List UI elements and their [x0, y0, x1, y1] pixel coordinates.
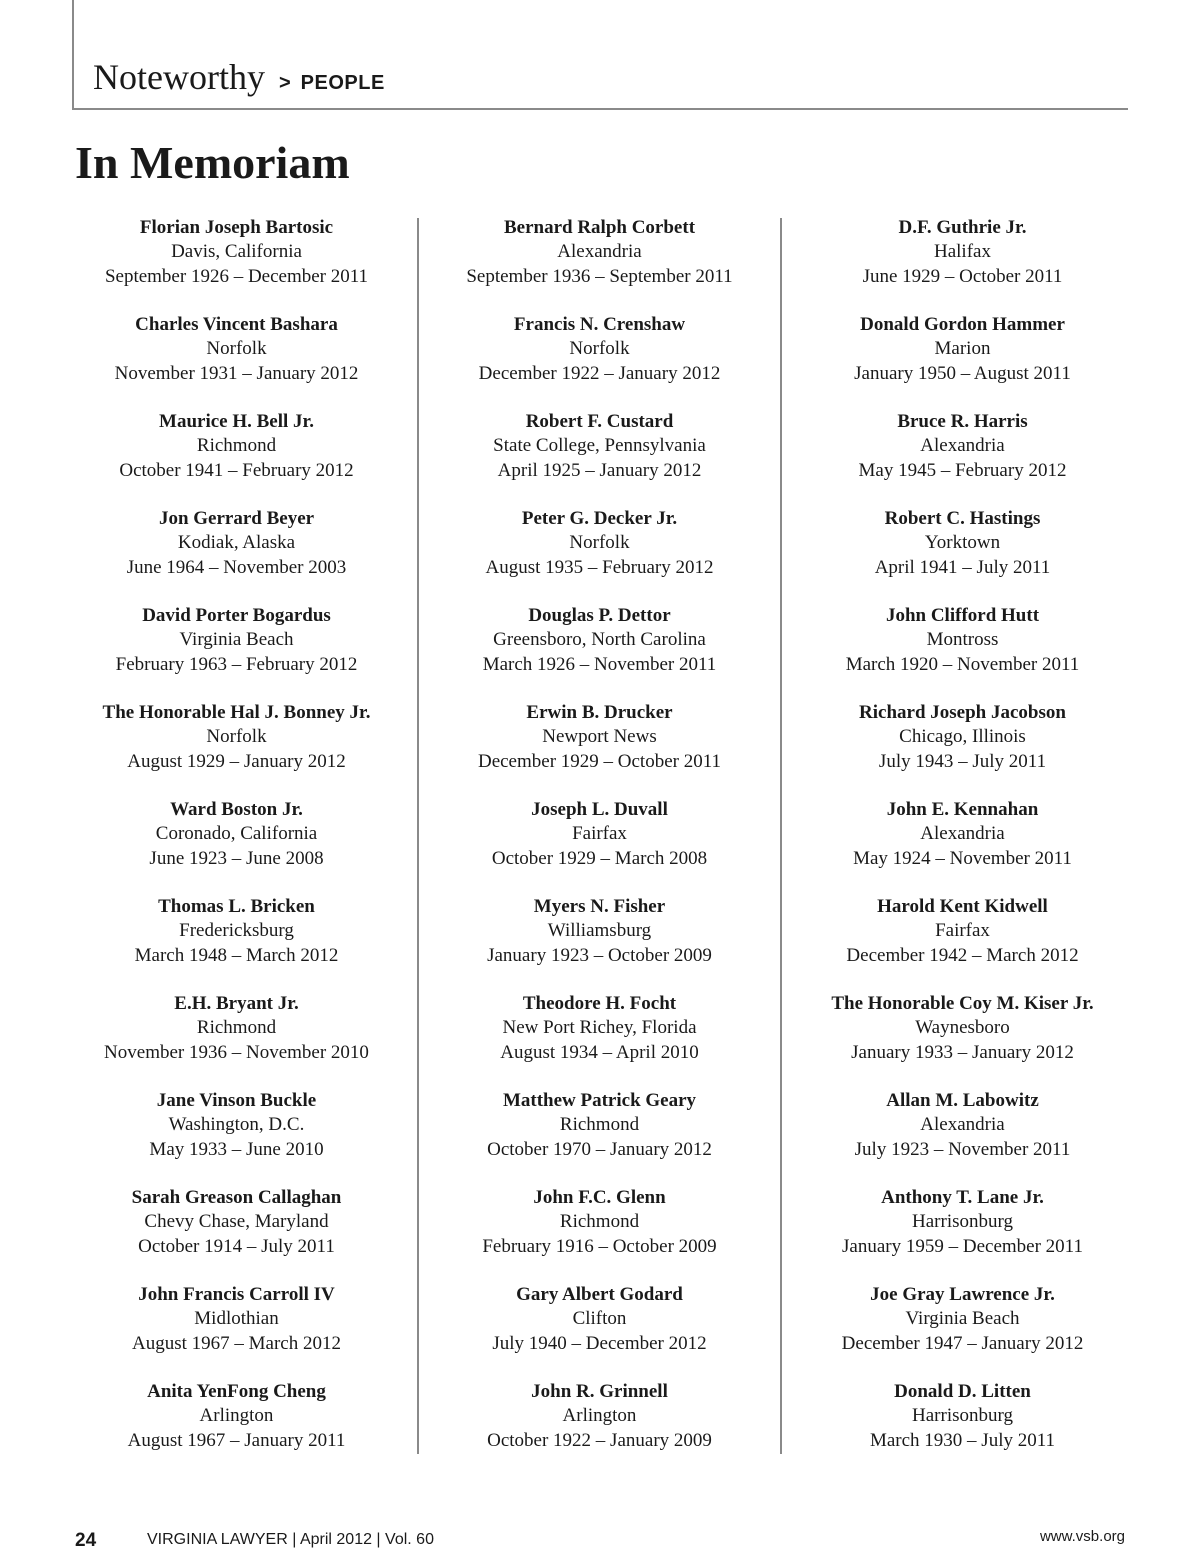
- person-dates: August 1935 – February 2012: [485, 556, 714, 578]
- memorial-entry: [55, 1283, 418, 1380]
- person-dates: April 1925 – January 2012: [497, 459, 702, 481]
- memorial-entry: [55, 992, 418, 1089]
- person-dates: March 1926 – November 2011: [482, 653, 717, 675]
- memorial-entry: [781, 992, 1144, 1089]
- website-link[interactable]: www.vsb.org: [1039, 1528, 1125, 1545]
- person-dates: October 1914 – July 2011: [138, 1235, 335, 1257]
- memorial-entry: [781, 216, 1144, 313]
- person-location: Richmond: [196, 1017, 277, 1039]
- person-name: Bernard Ralph Corbett: [503, 217, 696, 238]
- person-location: Greensboro, North Carolina: [493, 629, 706, 651]
- person-dates: January 1923 – October 2009: [487, 944, 712, 966]
- person-location: New Port Richey, Florida: [502, 1017, 697, 1039]
- person-name: Erwin B. Drucker: [526, 702, 673, 723]
- breadcrumb-separator: >: [278, 72, 291, 94]
- memoriam-column: [55, 216, 418, 1477]
- header-horizontal-rule: [72, 108, 1128, 110]
- section-name: Noteworthy: [93, 57, 265, 97]
- person-dates: January 1959 – December 2011: [842, 1235, 1083, 1257]
- person-name: Donald D. Litten: [894, 1381, 1031, 1402]
- person-location: Harrisonburg: [912, 1211, 1013, 1233]
- person-name: John Francis Carroll IV: [138, 1284, 335, 1305]
- memorial-entry: [55, 798, 418, 895]
- person-dates: June 1964 – November 2003: [126, 556, 347, 578]
- person-dates: July 1940 – December 2012: [492, 1332, 707, 1354]
- person-name: Allan M. Labowitz: [886, 1090, 1039, 1111]
- person-name: Thomas L. Bricken: [158, 896, 315, 917]
- person-name: Robert C. Hastings: [884, 508, 1041, 529]
- person-name: Francis N. Crenshaw: [513, 314, 686, 335]
- person-name: Bruce R. Harris: [897, 411, 1028, 432]
- memorial-entry: [781, 410, 1144, 507]
- person-dates: September 1926 – December 2011: [104, 265, 369, 287]
- person-dates: September 1936 – September 2011: [466, 265, 733, 287]
- person-dates: August 1929 – January 2012: [127, 750, 346, 772]
- person-name: Joe Gray Lawrence Jr.: [870, 1284, 1055, 1305]
- memorial-entry: [781, 604, 1144, 701]
- memorial-entry: [418, 1283, 781, 1380]
- person-dates: February 1916 – October 2009: [482, 1235, 717, 1257]
- person-name: Gary Albert Godard: [516, 1284, 683, 1305]
- person-dates: October 1970 – January 2012: [487, 1138, 712, 1160]
- memorial-entry: [418, 701, 781, 798]
- person-location: Fairfax: [935, 920, 990, 942]
- person-dates: December 1929 – October 2011: [477, 750, 722, 772]
- person-name: The Honorable Coy M. Kiser Jr.: [831, 993, 1094, 1014]
- publication-info: VIRGINIA LAWYER | April 2012 | Vol. 60: [147, 1531, 434, 1548]
- memorial-entry: [418, 1186, 781, 1283]
- memorial-entry: [418, 507, 781, 604]
- person-location: State College, Pennsylvania: [493, 435, 706, 457]
- person-name: Richard Joseph Jacobson: [859, 702, 1066, 723]
- memorial-entry: [418, 1089, 781, 1186]
- person-location: Alexandria: [920, 823, 1005, 845]
- person-location: Yorktown: [924, 532, 1001, 554]
- person-location: Chicago, Illinois: [899, 726, 1026, 748]
- person-location: Chevy Chase, Maryland: [144, 1211, 329, 1233]
- person-name: Matthew Patrick Geary: [502, 1090, 697, 1111]
- person-location: Virginia Beach: [179, 629, 294, 651]
- person-location: Halifax: [934, 241, 991, 263]
- person-name: John Clifford Hutt: [885, 605, 1040, 626]
- memorial-entry: [781, 1186, 1144, 1283]
- person-location: Coronado, California: [155, 823, 318, 845]
- person-name: Charles Vincent Bashara: [135, 314, 338, 335]
- person-dates: December 1942 – March 2012: [846, 944, 1079, 966]
- person-dates: October 1929 – March 2008: [491, 847, 708, 869]
- memoriam-column: [781, 216, 1144, 1477]
- person-location: Alexandria: [920, 435, 1005, 457]
- memorial-entry: [781, 1089, 1144, 1186]
- header-vertical-rule: [72, 0, 74, 110]
- person-name: The Honorable Hal J. Bonney Jr.: [102, 702, 371, 723]
- person-location: Kodiak, Alaska: [177, 532, 296, 554]
- person-dates: October 1941 – February 2012: [119, 459, 354, 481]
- person-dates: May 1924 – November 2011: [853, 847, 1072, 869]
- person-location: Williamsburg: [547, 920, 652, 942]
- person-name: Jon Gerrard Beyer: [158, 508, 315, 529]
- memorial-entry: [55, 507, 418, 604]
- person-dates: June 1923 – June 2008: [149, 847, 324, 869]
- memorial-entry: [55, 216, 418, 313]
- person-name: Maurice H. Bell Jr.: [159, 411, 314, 432]
- person-dates: November 1936 – November 2010: [104, 1041, 369, 1063]
- person-dates: August 1967 – March 2012: [132, 1332, 341, 1354]
- memoriam-column: [418, 216, 781, 1477]
- person-name: Myers N. Fisher: [533, 896, 666, 917]
- person-location: Davis, California: [171, 241, 302, 263]
- person-name: Jane Vinson Buckle: [156, 1090, 317, 1111]
- memorial-entry: [418, 604, 781, 701]
- person-dates: July 1943 – July 2011: [878, 750, 1047, 772]
- person-name: D.F. Guthrie Jr.: [898, 217, 1027, 238]
- memorial-entry: [55, 1380, 418, 1477]
- memoriam-columns: [55, 216, 1145, 1477]
- person-location: Arlington: [199, 1405, 274, 1427]
- memorial-entry: [418, 992, 781, 1089]
- person-location: Alexandria: [557, 241, 642, 263]
- person-location: Harrisonburg: [912, 1405, 1013, 1427]
- person-dates: January 1933 – January 2012: [851, 1041, 1074, 1063]
- memorial-entry: [55, 410, 418, 507]
- memorial-entry: [55, 1089, 418, 1186]
- person-location: Richmond: [196, 435, 277, 457]
- page-title: In Memoriam: [75, 137, 350, 188]
- memorial-entry: [781, 895, 1144, 992]
- person-name: Robert F. Custard: [525, 411, 674, 432]
- person-location: Fairfax: [572, 823, 627, 845]
- memorial-entry: [781, 798, 1144, 895]
- person-location: Alexandria: [920, 1114, 1005, 1136]
- memorial-entry: [781, 1380, 1144, 1477]
- person-name: Donald Gordon Hammer: [860, 314, 1065, 335]
- memorial-entry: [55, 701, 418, 798]
- person-dates: December 1947 – January 2012: [841, 1332, 1084, 1354]
- person-location: Marion: [934, 338, 991, 360]
- person-location: Virginia Beach: [905, 1308, 1020, 1330]
- person-dates: March 1920 – November 2011: [845, 653, 1080, 675]
- memorial-entry: [418, 1380, 781, 1477]
- person-dates: October 1922 – January 2009: [487, 1429, 712, 1451]
- person-name: Florian Joseph Bartosic: [139, 217, 334, 238]
- person-location: Richmond: [559, 1211, 640, 1233]
- person-location: Washington, D.C.: [168, 1114, 305, 1136]
- person-dates: November 1931 – January 2012: [114, 362, 359, 384]
- person-location: Clifton: [572, 1308, 627, 1330]
- person-name: E.H. Bryant Jr.: [174, 993, 299, 1014]
- person-location: Midlothian: [194, 1308, 279, 1330]
- person-location: Arlington: [562, 1405, 637, 1427]
- person-name: Harold Kent Kidwell: [877, 896, 1048, 917]
- memorial-entry: [781, 1283, 1144, 1380]
- person-dates: March 1948 – March 2012: [134, 944, 339, 966]
- person-dates: January 1950 – August 2011: [854, 362, 1071, 384]
- person-dates: March 1930 – July 2011: [869, 1429, 1056, 1451]
- person-name: Anita YenFong Cheng: [147, 1381, 326, 1402]
- section-breadcrumb: [93, 56, 385, 98]
- memorial-entry: [781, 701, 1144, 798]
- memorial-entry: [418, 895, 781, 992]
- person-name: Theodore H. Focht: [522, 993, 677, 1014]
- person-name: Joseph L. Duvall: [531, 799, 668, 820]
- person-location: Waynesboro: [915, 1017, 1010, 1039]
- memorial-entry: [55, 604, 418, 701]
- person-dates: July 1923 – November 2011: [854, 1138, 1071, 1160]
- person-dates: May 1945 – February 2012: [858, 459, 1067, 481]
- person-dates: February 1963 – February 2012: [115, 653, 358, 675]
- page-number: 24: [75, 1530, 97, 1551]
- person-dates: August 1967 – January 2011: [127, 1429, 346, 1451]
- memorial-entry: [55, 1186, 418, 1283]
- person-name: Douglas P. Dettor: [528, 605, 671, 626]
- memorial-entry: [418, 313, 781, 410]
- person-dates: April 1941 – July 2011: [874, 556, 1051, 578]
- person-dates: August 1934 – April 2010: [500, 1041, 699, 1063]
- memorial-entry: [55, 313, 418, 410]
- person-name: David Porter Bogardus: [142, 605, 331, 626]
- person-name: Peter G. Decker Jr.: [521, 508, 678, 529]
- person-dates: May 1933 – June 2010: [149, 1138, 324, 1160]
- person-location: Fredericksburg: [179, 920, 294, 942]
- person-location: Norfolk: [206, 338, 267, 360]
- memorial-entry: [781, 313, 1144, 410]
- person-location: Norfolk: [569, 338, 630, 360]
- subsection-name: PEOPLE: [300, 72, 385, 94]
- person-name: John F.C. Glenn: [533, 1187, 666, 1208]
- person-location: Montross: [926, 629, 999, 651]
- memorial-entry: [418, 798, 781, 895]
- person-name: John E. Kennahan: [886, 799, 1039, 820]
- person-location: Newport News: [542, 726, 657, 748]
- person-dates: December 1922 – January 2012: [478, 362, 721, 384]
- memorial-entry: [418, 410, 781, 507]
- person-dates: June 1929 – October 2011: [862, 265, 1063, 287]
- person-name: Sarah Greason Callaghan: [131, 1187, 342, 1208]
- memorial-entry: [418, 216, 781, 313]
- person-name: Ward Boston Jr.: [170, 799, 303, 820]
- memorial-entry: [55, 895, 418, 992]
- memorial-entry: [781, 507, 1144, 604]
- person-location: Richmond: [559, 1114, 640, 1136]
- person-location: Norfolk: [569, 532, 630, 554]
- person-name: John R. Grinnell: [531, 1381, 668, 1402]
- person-location: Norfolk: [206, 726, 267, 748]
- person-name: Anthony T. Lane Jr.: [881, 1187, 1044, 1208]
